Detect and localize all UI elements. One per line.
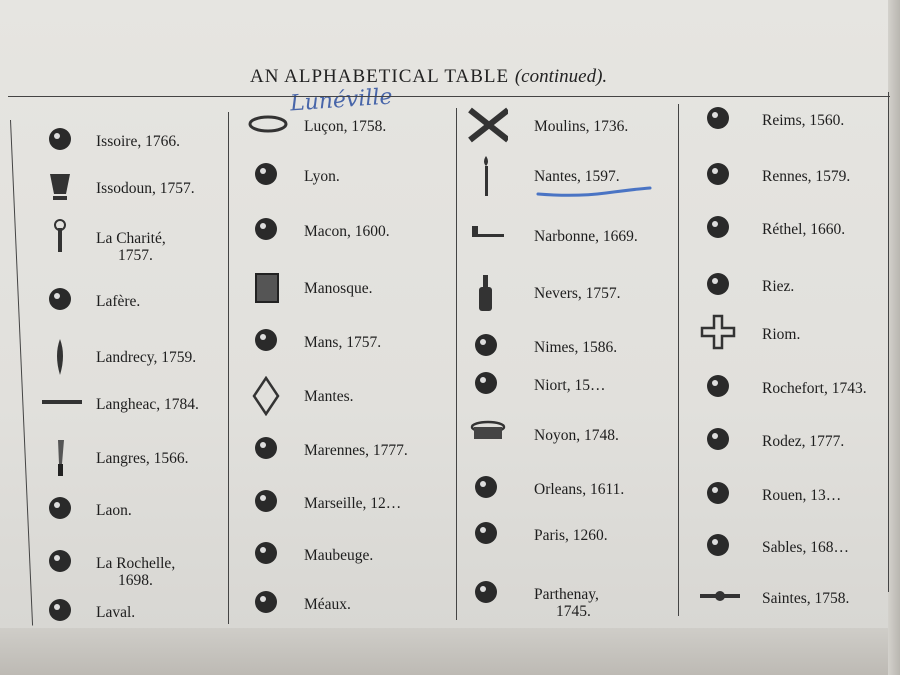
table-entry — [96, 450, 189, 467]
table-entry — [762, 112, 844, 129]
table-entry — [762, 221, 845, 238]
table-entry — [96, 555, 175, 589]
entry-label: Issodoun, 1757. — [96, 180, 195, 197]
entry-label: Mans, 1757. — [304, 334, 382, 351]
entry-label: Saintes, 1758. — [762, 590, 850, 607]
table-entry — [96, 293, 140, 310]
grapes-icon — [700, 100, 740, 140]
table-entry — [304, 334, 381, 351]
column-divider — [228, 112, 229, 624]
entry-label: Moulins, 1736. — [534, 118, 629, 135]
page-edge — [0, 628, 900, 675]
entry-label: Maubeuge. — [304, 547, 374, 564]
entry-label: Narbonne, 1669. — [534, 228, 638, 245]
candle-icon — [468, 156, 508, 196]
hand-icon — [248, 211, 288, 251]
dish-icon — [248, 106, 288, 146]
pig-icon — [248, 584, 288, 624]
table-entry — [762, 326, 800, 343]
table-entry — [304, 442, 408, 459]
entry-label: Mantes. — [304, 388, 354, 405]
entry-label: Niort, 15… — [534, 377, 606, 394]
table-entry — [762, 278, 794, 295]
table-entry — [96, 180, 195, 197]
table-entry — [534, 527, 608, 544]
entry-label: Méaux. — [304, 596, 351, 613]
ox-icon — [700, 527, 740, 567]
pear-icon — [42, 121, 82, 161]
entry-label: Laval. — [96, 604, 136, 621]
entry-label: Rouen, 13… — [762, 487, 842, 504]
page-title — [250, 66, 607, 88]
pitcher-icon — [468, 365, 508, 405]
entry-label: Macon, 1600. — [304, 223, 390, 240]
pipe-icon — [468, 216, 508, 256]
table-entry — [304, 596, 351, 613]
table-entry — [96, 230, 166, 264]
knife-icon — [42, 438, 82, 478]
entry-label: Noyon, 1748. — [534, 427, 619, 444]
table-entry — [96, 604, 135, 621]
entry-label: Orleans, 1611. — [534, 481, 625, 498]
pencil-underline — [536, 185, 652, 199]
torch-icon — [42, 218, 82, 258]
bow-icon — [248, 483, 288, 523]
book-icon — [248, 268, 288, 308]
table-entry — [534, 228, 638, 245]
nest-icon — [248, 535, 288, 575]
table-entry — [534, 168, 620, 185]
entry-label: Lafère. — [96, 293, 141, 310]
table-entry — [304, 547, 373, 564]
table-entry — [762, 380, 867, 397]
frog-icon — [42, 592, 82, 632]
table-entry — [96, 396, 199, 413]
flower-icon — [42, 281, 82, 321]
entry-label-date: 1745. — [556, 603, 591, 620]
table-entry — [96, 502, 132, 519]
entry-label: Rennes, 1579. — [762, 168, 851, 185]
handwritten-annotation: Lunéville — [289, 84, 394, 117]
table-entry — [762, 487, 841, 504]
column-divider — [678, 104, 679, 616]
lion-head-icon — [248, 156, 288, 196]
crown-bust-icon — [468, 515, 508, 555]
cross-icon — [700, 314, 740, 354]
lozenge-icon — [248, 376, 288, 416]
table-entry — [304, 388, 354, 405]
ewer-icon — [700, 421, 740, 461]
key-bar-icon — [700, 578, 740, 618]
entry-label: La Rochelle, — [96, 555, 176, 572]
table-entry — [96, 349, 196, 366]
table-entry — [762, 539, 849, 556]
table-entry — [762, 168, 850, 185]
table-entry — [534, 481, 624, 498]
entry-label: Nantes, 1597. — [534, 168, 620, 185]
entry-label: Rodez, 1777. — [762, 433, 845, 450]
entry-label: Sables, 168… — [762, 539, 849, 556]
monkey-icon — [700, 156, 740, 196]
rose-icon — [700, 475, 740, 515]
crossed-bars-icon — [468, 106, 508, 146]
sheaf-icon — [700, 209, 740, 249]
table-entry — [762, 590, 849, 607]
hedgehog-icon — [468, 327, 508, 367]
table-entry — [304, 118, 386, 135]
table-entry — [304, 223, 390, 240]
entry-label: Manosque. — [304, 280, 373, 297]
entry-label: Marennes, 1777. — [304, 442, 408, 459]
cup-icon — [42, 168, 82, 208]
table-entry — [534, 118, 628, 135]
thistle-icon — [42, 490, 82, 530]
entry-label: Réthel, 1660. — [762, 221, 846, 238]
shield-icon — [468, 574, 508, 614]
entry-label: Luçon, 1758. — [304, 118, 387, 135]
title-continued: (continued). — [514, 66, 608, 87]
table-entry — [96, 133, 180, 150]
quill-icon — [42, 337, 82, 377]
table-entry — [534, 285, 621, 302]
entry-label-date: 1757. — [118, 247, 153, 264]
table-entry — [304, 495, 401, 512]
entry-label: Laon. — [96, 502, 132, 519]
table-entry — [534, 377, 605, 394]
entry-label: Riom. — [762, 326, 801, 343]
entry-label: La Charité, — [96, 230, 166, 247]
column-divider — [456, 108, 457, 620]
entry-label: Landrecy, 1759. — [96, 349, 197, 366]
entry-label: Langheac, 1784. — [96, 396, 199, 413]
entry-label-date: 1698. — [118, 572, 153, 589]
table-entry — [534, 339, 617, 356]
table-entry — [304, 168, 340, 185]
entry-label: Lyon. — [304, 168, 340, 185]
rock-icon — [700, 368, 740, 408]
tub-icon — [468, 415, 508, 455]
entry-label: Langres, 1566. — [96, 450, 189, 467]
table-entry — [304, 280, 372, 297]
shell-icon — [248, 430, 288, 470]
entry-label: Parthenay, — [534, 586, 599, 603]
tulip-icon — [248, 322, 288, 362]
entry-label: Rochefort, 1743. — [762, 380, 867, 397]
entry-label: Marseille, 12… — [304, 495, 402, 512]
entry-label: Paris, 1260. — [534, 527, 608, 544]
bust-icon — [468, 469, 508, 509]
entry-label: Nimes, 1586. — [534, 339, 618, 356]
table-entry — [534, 586, 599, 620]
entry-label: Nevers, 1757. — [534, 285, 621, 302]
table-entry — [762, 433, 844, 450]
lamp-icon — [700, 266, 740, 306]
title-text: AN ALPHABETICAL TABLE — [250, 66, 510, 87]
column-divider — [888, 92, 889, 592]
bar-icon — [42, 384, 82, 424]
bottle-icon — [468, 273, 508, 313]
table-entry — [534, 427, 619, 444]
entry-label: Riez. — [762, 278, 795, 295]
entry-label: Issoire, 1766. — [96, 133, 180, 150]
entry-label: Reims, 1560. — [762, 112, 845, 129]
griffin-icon — [42, 543, 82, 583]
